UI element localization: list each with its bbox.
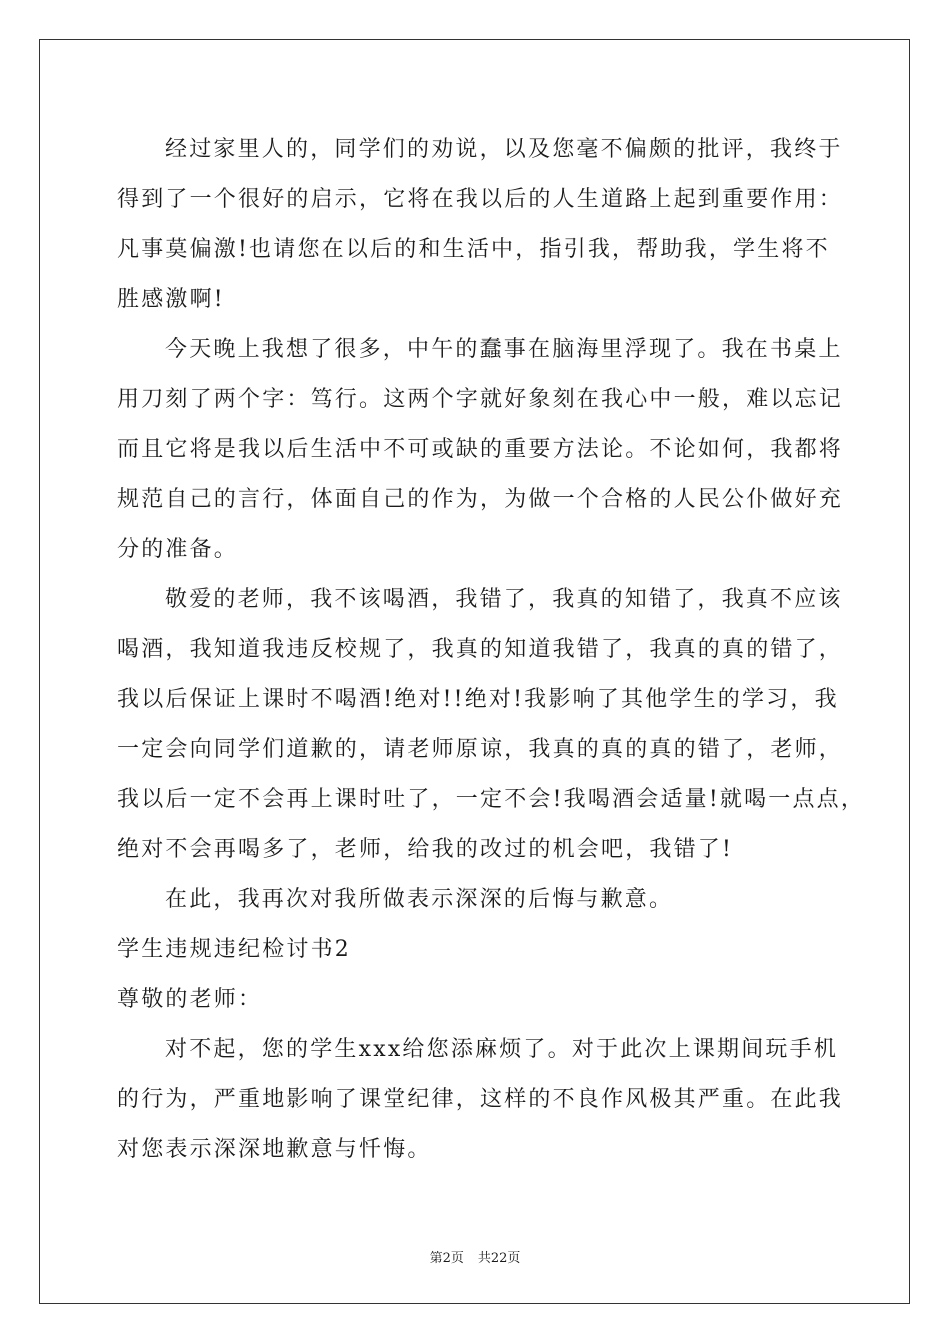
text-line: 我以后保证上课时不喝酒!绝对!!绝对!我影响了其他学生的学习，我 xyxy=(117,687,839,712)
text-line: 的行为，严重地影响了课堂纪律，这样的不良作风极其严重。在此我 xyxy=(117,1087,844,1112)
text-line: 敬爱的老师，我不该喝酒，我错了，我真的知错了，我真不应该 xyxy=(165,587,843,612)
page-total: 共22页 xyxy=(477,1251,521,1266)
section-heading: 学生违规违纪检讨书2 xyxy=(117,937,351,962)
text-line: 绝对不会再喝多了，老师，给我的改过的机会吧，我错了! xyxy=(117,837,734,862)
text-line: 对您表示深深地歉意与忏悔。 xyxy=(117,1137,432,1162)
text-line: 在此，我再次对我所做表示深深的后悔与歉意。 xyxy=(165,887,674,912)
text-line: 而且它将是我以后生活中不可或缺的重要方法论。不论如何，我都将 xyxy=(117,437,844,462)
text-line: 经过家里人的，同学们的劝说，以及您毫不偏颇的批评，我终于 xyxy=(165,137,843,162)
text-line: 分的准备。 xyxy=(117,537,239,562)
text-line: 凡事莫偏激!也请您在以后的和生活中，指引我，帮助我，学生将不 xyxy=(117,237,830,262)
text-line: 我以后一定不会再上课时吐了，一定不会!我喝酒会适量!就喝一点点， xyxy=(117,787,866,812)
page-footer xyxy=(0,1247,950,1266)
text-line: 用刀刻了两个字：笃行。这两个字就好象刻在我心中一般，难以忘记 xyxy=(117,387,844,412)
text-line: 对不起，您的学生xxx给您添麻烦了。对于此次上课期间玩手机 xyxy=(165,1037,839,1062)
text-line: 胜感激啊! xyxy=(117,287,225,312)
salutation: 尊敬的老师： xyxy=(117,987,263,1012)
page-number: 第2页 xyxy=(429,1251,464,1266)
text-line: 喝酒，我知道我违反校规了，我真的知道我错了，我真的真的错了， xyxy=(117,637,844,662)
text-line: 今天晚上我想了很多，中午的蠢事在脑海里浮现了。我在书桌上 xyxy=(165,337,843,362)
text-line: 一定会向同学们道歉的，请老师原谅，我真的真的真的错了，老师， xyxy=(117,737,844,762)
text-line: 规范自己的言行，体面自己的作为，为做一个合格的人民公仆做好充 xyxy=(117,487,844,512)
text-line: 得到了一个很好的启示，它将在我以后的人生道路上起到重要作用： xyxy=(117,187,844,212)
document-body xyxy=(117,125,866,1175)
